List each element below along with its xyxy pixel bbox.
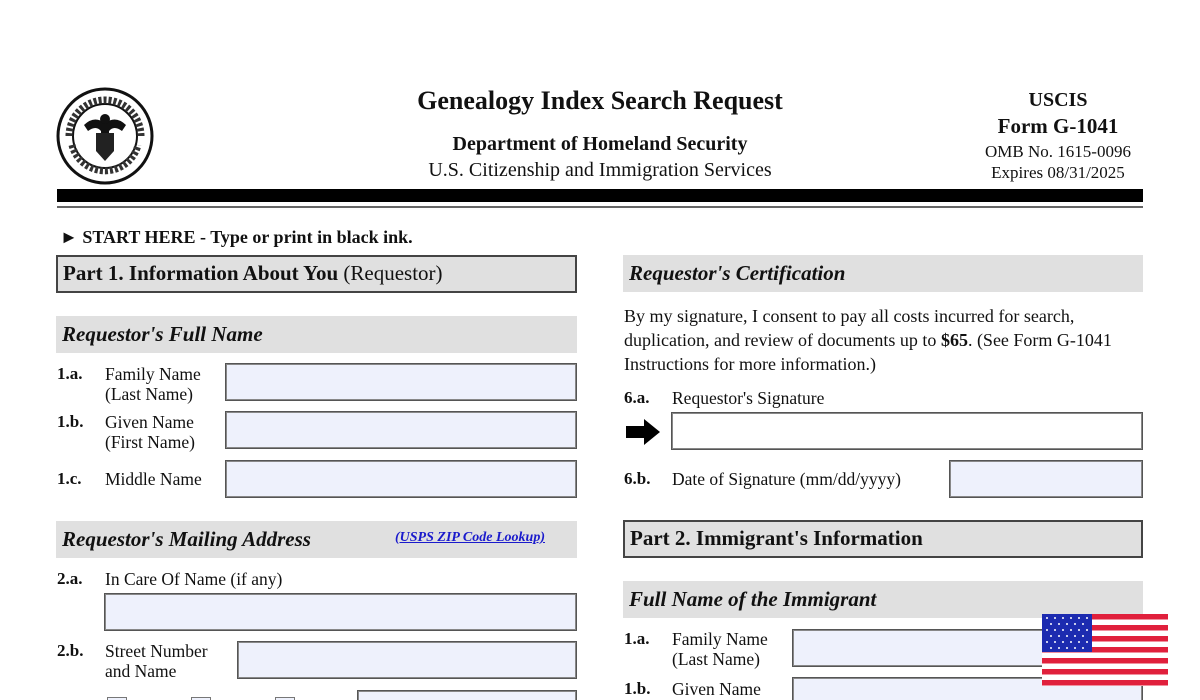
field-number: 1.b. [57,412,84,431]
certification-text-part: By my signature, I consent to pay all costs incurred for search, duplication, and review of documents up to [624,306,1075,350]
unit-number-input[interactable] [357,690,577,700]
label-line: Street Number [105,641,208,661]
label-line: (Last Name) [672,649,760,669]
label-line: Family Name [105,364,201,384]
header-divider-thin [57,206,1143,208]
requestor-signature-input[interactable] [671,412,1143,450]
field-label [105,412,195,452]
field-number: 6.b. [624,469,651,488]
in-care-of-name-text[interactable] [105,594,576,630]
requestor-family-name-text[interactable] [226,364,576,400]
field-number: 1.c. [57,469,82,488]
agency-name: U.S. Citizenship and Immigration Services [428,159,772,181]
requestor-given-name-input[interactable] [225,411,577,449]
requestor-signature-text[interactable] [672,413,1142,449]
header-divider-thick [57,189,1143,202]
street-number-name-input[interactable] [237,641,577,679]
field-label [672,629,768,669]
field-label [105,364,201,404]
field-label: In Care Of Name (if any) [105,569,283,589]
dhs-seal-icon [56,87,154,185]
label-line: Family Name [672,629,768,649]
part2-title: Part 2. Immigrant's Information [630,526,923,550]
part1-header [56,255,577,293]
date-of-signature-text[interactable] [950,461,1142,497]
certification-text-part: . (See Form G-1041 Instructions for more information.) [624,330,1112,374]
agency-short: USCIS [1028,89,1088,111]
date-of-signature-input[interactable] [949,460,1143,498]
field-number: 6.a. [624,388,650,407]
form-title: Genealogy Index Search Request [417,86,783,115]
field-label: Given Name [672,679,761,699]
label-line: (First Name) [105,432,195,452]
field-label: Middle Name [105,469,202,489]
signature-label: Requestor's Signature [672,388,825,408]
in-care-of-name-input[interactable] [104,593,577,631]
street-number-name-text[interactable] [238,642,576,678]
field-label [105,641,208,681]
field-number: 1.a. [624,629,650,648]
immigrant-full-name-heading: Full Name of the Immigrant [623,581,1143,618]
start-here-instruction: ► START HERE - Type or print in black ink. [60,227,413,247]
requestor-full-name-heading: Requestor's Full Name [56,316,577,353]
field-number: 2.b. [57,641,84,660]
department-name: Department of Homeland Security [452,133,748,155]
omb-number: OMB No. 1615-0096 [985,142,1131,161]
field-number: 2.a. [57,569,83,588]
expiration-date: Expires 08/31/2025 [991,163,1125,182]
label-line: (Last Name) [105,384,193,404]
form-number: Form G-1041 [997,114,1119,138]
part1-title: Part 1. Information About You [63,261,339,285]
usps-zip-lookup-link[interactable]: (USPS ZIP Code Lookup) [395,530,545,545]
part1-subtitle: (Requestor) [338,261,443,285]
us-flag-icon [1042,614,1168,686]
requestor-given-name-text[interactable] [226,412,576,448]
date-of-signature-label: Date of Signature (mm/dd/yyyy) [672,469,901,489]
mailing-address-heading-text: Requestor's Mailing Address [62,527,311,551]
field-number: 1.a. [57,364,83,383]
requestor-middle-name-text[interactable] [226,461,576,497]
label-line: Given Name [105,412,194,432]
field-number: 1.b. [624,679,651,698]
requestor-middle-name-input[interactable] [225,460,577,498]
part2-header [623,520,1143,558]
arrow-right-icon [626,419,660,445]
fee-amount: $65 [940,330,968,350]
requestor-certification-heading: Requestor's Certification [623,255,1143,292]
requestor-family-name-input[interactable] [225,363,577,401]
label-line: and Name [105,661,177,681]
certification-text [624,304,1144,376]
